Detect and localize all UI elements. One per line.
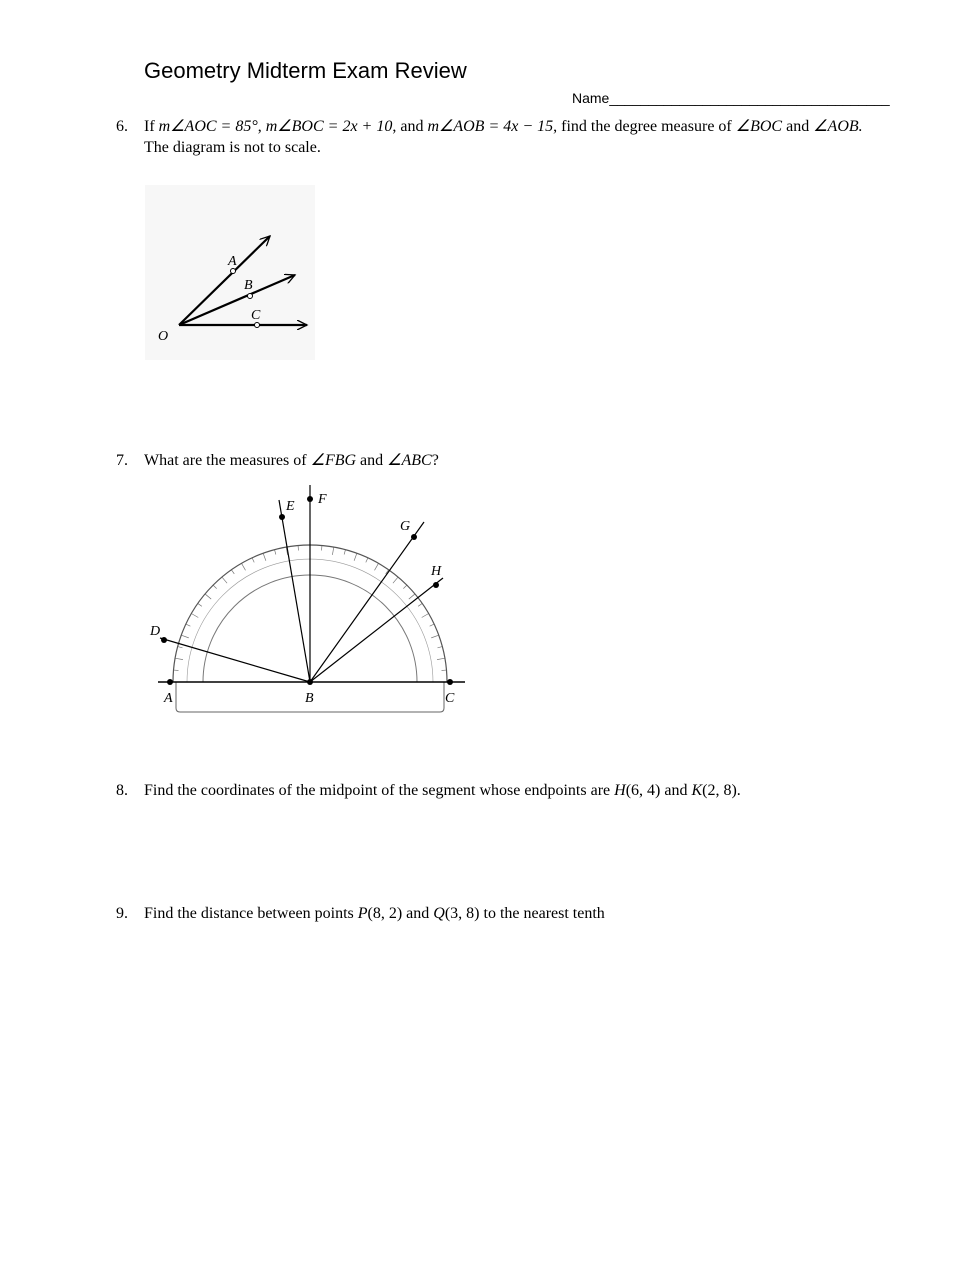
question-number: 7. <box>116 452 128 469</box>
question-text: Find the distance between points P(8, 2) and Q(3, 8) to the nearest tenth <box>144 905 605 922</box>
protractor-tick <box>242 563 246 570</box>
question-8 <box>116 780 916 804</box>
label-B: B <box>305 691 314 706</box>
protractor-tick <box>438 647 443 648</box>
point-C <box>447 679 453 685</box>
label-G: G <box>400 519 411 534</box>
protractor-tick <box>366 558 368 563</box>
protractor-tick <box>375 563 379 570</box>
angle-diagram <box>145 185 320 363</box>
question-number: 6. <box>116 118 128 135</box>
question-text-line-2: The diagram is not to scale. <box>144 139 321 156</box>
protractor-tick <box>181 635 189 638</box>
protractor-tick <box>430 624 435 626</box>
protractor-tick <box>231 570 234 574</box>
protractor-tick <box>332 547 333 555</box>
question-6 <box>116 116 936 166</box>
point-E <box>279 514 285 520</box>
protractor-tick <box>275 550 276 555</box>
label-O: O <box>158 329 169 344</box>
protractor-tick <box>222 577 227 583</box>
protractor-tick <box>186 624 191 626</box>
protractor-tick <box>344 550 345 555</box>
protractor-tick <box>418 603 422 606</box>
point-A <box>231 269 236 274</box>
protractor-tick <box>252 558 254 563</box>
protractor-tick <box>205 594 211 599</box>
protractor-tick <box>409 594 415 599</box>
protractor-tick <box>178 647 183 648</box>
protractor-tick <box>431 635 439 638</box>
question-text: What are the measures of ∠FBG and ∠ABC? <box>144 452 439 469</box>
protractor-tick <box>213 585 217 589</box>
protractor-tick <box>393 577 398 583</box>
protractor-diagram <box>140 480 480 720</box>
label-C: C <box>445 691 455 706</box>
point-B <box>307 679 313 685</box>
protractor-tick <box>354 553 357 561</box>
point-H <box>433 582 439 588</box>
label-C: C <box>251 308 261 323</box>
protractor-tick <box>403 585 407 589</box>
protractor-tick <box>263 553 266 561</box>
point-F <box>307 496 313 502</box>
label-F: F <box>318 492 327 507</box>
question-7 <box>116 450 616 474</box>
name-label: Name <box>572 90 610 106</box>
protractor-tick <box>191 614 198 618</box>
label-D: D <box>150 624 161 639</box>
ray-BE <box>279 500 310 682</box>
point-B <box>248 294 253 299</box>
label-H: H <box>431 564 442 579</box>
name-line: ____________________________________ <box>609 90 890 106</box>
point-A <box>167 679 173 685</box>
question-text: Find the coordinates of the midpoint of the segment whose endpoints are H(6, 4) and K(2, 8). <box>144 782 741 799</box>
label-A: A <box>228 254 237 269</box>
protractor-tick <box>437 658 445 659</box>
label-A: A <box>164 691 173 706</box>
protractor-tick <box>422 614 429 618</box>
ray-BH <box>310 578 443 682</box>
label-B: B <box>244 278 253 293</box>
page-title: Geometry Midterm Exam Review <box>144 58 467 83</box>
question-text: If m∠AOC = 85°, m∠BOC = 2x + 10, and m∠AOB = 4x − 15, find the degree measure of ∠BOC and ∠AOB. <box>144 118 863 135</box>
name-field[interactable] <box>572 90 890 106</box>
point-D <box>161 637 167 643</box>
point-G <box>411 534 417 540</box>
protractor-tick <box>175 658 183 659</box>
ray-BD <box>160 638 310 682</box>
protractor-tick <box>198 603 202 606</box>
question-number: 8. <box>116 782 128 799</box>
question-number: 9. <box>116 905 128 922</box>
question-9 <box>116 903 916 927</box>
label-E: E <box>286 499 295 514</box>
point-C <box>255 323 260 328</box>
